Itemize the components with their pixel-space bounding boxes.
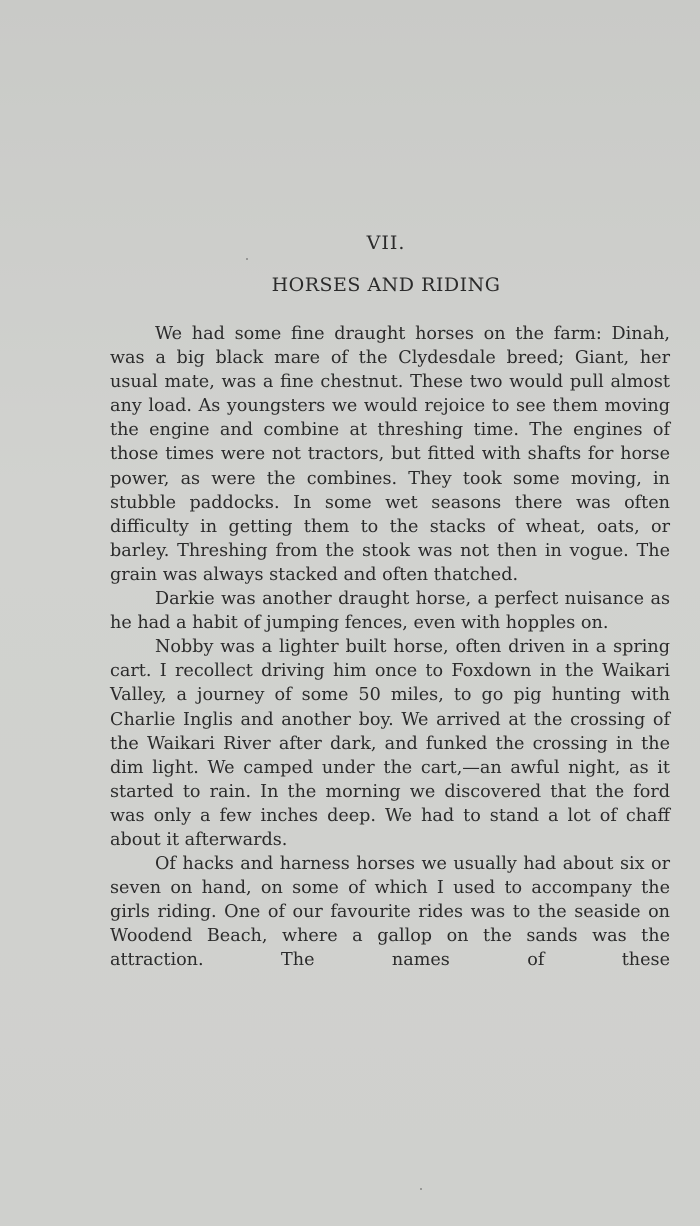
paragraph: Darkie was another draught horse, a perfect nuisance as he had a habit of jumping fences, even with hopples on. — [110, 589, 670, 634]
paragraph: Nobby was a lighter built horse, often driven in a spring cart. I recollect driving him once to Foxdown in the Waikari Valley, a journey of some 50 miles, to go pig hunting with Charlie Inglis and another boy. We arrived at the crossing of the Waikari River after dark, and funked the crossing in the dim light. We camped under the cart,—an awful night, as it started to rain. In the morning we discovered that the ford was only a few inches deep. We had to stand a lot of chaff about it afterwards. — [110, 637, 670, 850]
body-text — [110, 322, 670, 973]
chapter-number: VII. — [366, 232, 406, 254]
paper-speck — [246, 258, 248, 260]
chapter-title: HORSES AND RIDING — [271, 274, 501, 296]
paper-speck — [420, 1188, 422, 1190]
paragraph: Of hacks and harness horses we usually had about six or seven on hand, on some of which I used to accompany the girls riding. One of our favourite rides was to the seaside on Woodend Beach, where a gallop on the sands was the attraction. The names of these — [110, 854, 670, 971]
paragraph: We had some fine draught horses on the farm: Dinah, was a big black mare of the Clydesdale breed; Giant, her usual mate, was a fine chestnut. These two would pull almost any load. As youngsters we would rejoice to see them moving the engine and combine at threshing time. The engines of those times were not tractors, but fitted with shafts for horse power, as were the combines. They took some moving, in stubble paddocks. In some wet seasons there was often difficulty in getting them to the stacks of wheat, oats, or barley. Threshing from the stook was not then in vogue. The grain was always stacked and often thatched. — [110, 324, 670, 585]
